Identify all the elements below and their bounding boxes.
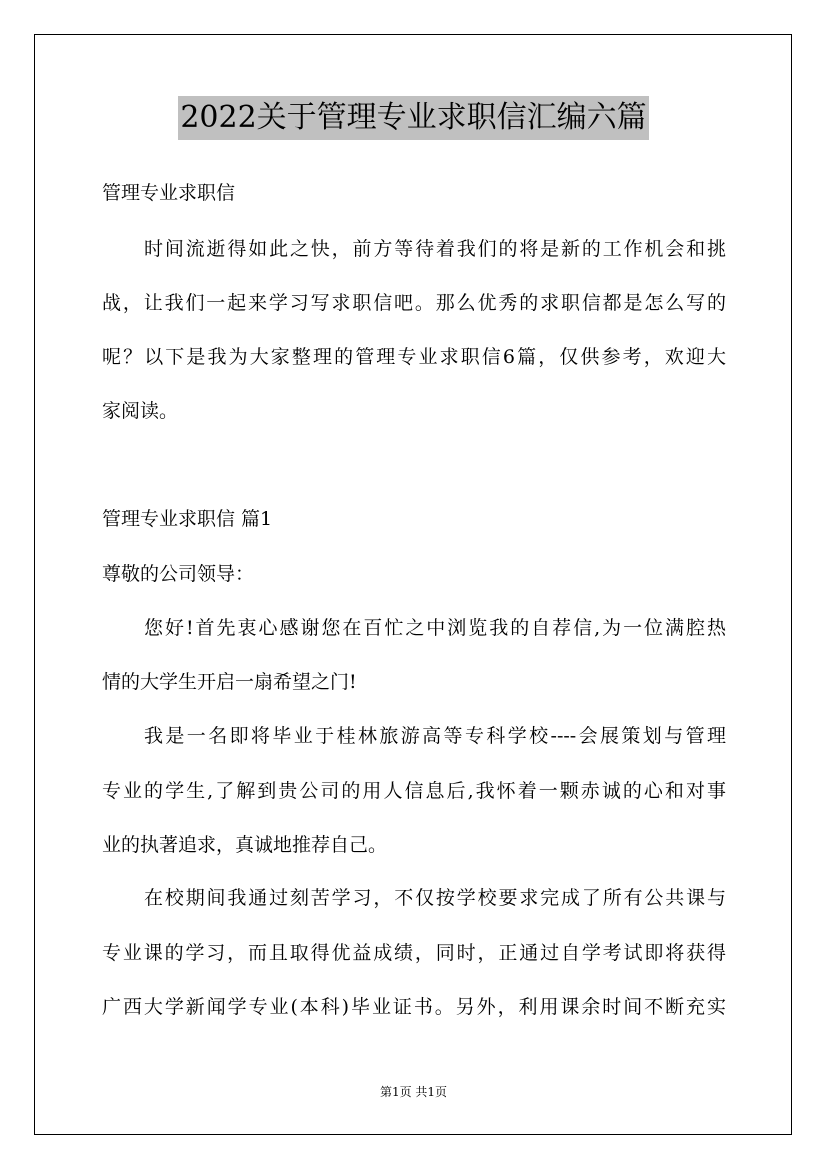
paragraph-line: 我是一名即将毕业于桂林旅游高等专科学校----会展策划与管理 [144,725,726,747]
paragraph-line: 时间流逝得如此之快，前方等待着我们的将是新的工作机会和挑 [144,238,726,260]
paragraph-line: 呢？以下是我为大家整理的管理专业求职信6篇，仅供参考，欢迎大 [102,346,726,368]
section-heading: 管理专业求职信 篇1 [102,508,273,530]
document-title: 2022关于管理专业求职信汇编六篇 [178,96,648,140]
paragraph-line: 专业课的学习，而且取得优益成绩，同时，正通过自学考试即将获得 [102,942,726,964]
paragraph-line: 家阅读。 [102,400,179,422]
paragraph-line: 在校期间我通过刻苦学习，不仅按学校要求完成了所有公共课与 [144,887,726,909]
paragraph-line: 您好!首先衷心感谢您在百忙之中浏览我的自荐信,为一位满腔热 [144,617,726,639]
title-container [0,96,827,140]
paragraph-line: 业的执著追求，真诚地推荐自己。 [102,834,388,856]
paragraph-line: 情的大学生开启一扇希望之门! [102,671,357,693]
paragraph-line: 战，让我们一起来学习写求职信吧。那么优秀的求职信都是怎么写的 [102,292,726,314]
section-heading: 管理专业求职信 [102,182,236,204]
paragraph-line: 专业的学生,了解到贵公司的用人信息后,我怀着一颗赤诚的心和对事 [102,780,726,802]
salutation: 尊敬的公司领导： [102,563,255,585]
paragraph-line: 广西大学新闻学专业(本科)毕业证书。另外，利用课余时间不断充实 [102,996,726,1018]
page-footer: 第1页 共1页 [379,1085,448,1099]
